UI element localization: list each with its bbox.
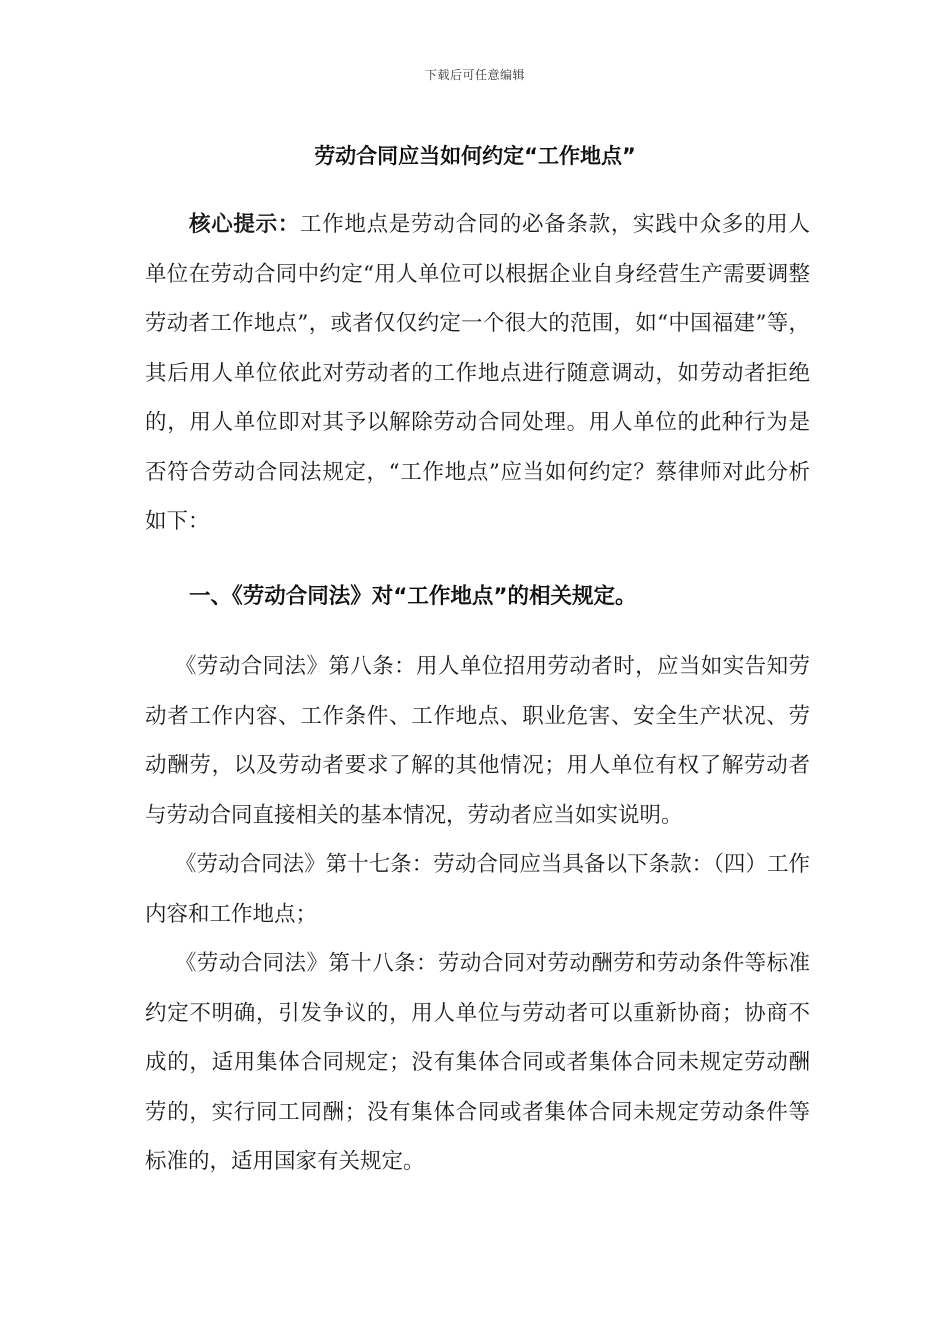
core-summary-paragraph <box>145 200 810 547</box>
header-note: 下载后可任意编辑 <box>424 68 525 82</box>
core-summary-text: 工作地点是劳动合同的必备条款，实践中众多的用人单位在劳动合同中约定“用人单位可以根据企业自身经营生产需要调整劳动者工作地点”，或者仅仅约定一个很大的范围，如“中国福建”等，其后用人单位依此对劳动者的工作地点进行随意调动，如劳动者拒绝的，用人单位即对其予以解除劳动合同处理。用人单位的此种行为是否符合劳动合同法规定，“工作地点”应当如何约定？蔡律师对此分析如下： <box>145 212 810 534</box>
core-summary-label: 核心提示： <box>189 212 301 237</box>
article-8-paragraph: 《劳动合同法》第八条：用人单位招用劳动者时，应当如实告知劳动者工作内容、工作条件、工作地点、职业危害、安全生产状况、劳动酬劳，以及劳动者要求了解的其他情况；用人单位有权了解劳动者与劳动合同直接相关的基本情况，劳动者应当如实说明。 <box>145 654 810 828</box>
document-title: 劳动合同应当如何约定“工作地点” <box>314 144 636 168</box>
article-17-paragraph: 《劳动合同法》第十七条：劳动合同应当具备以下条款：（四）工作内容和工作地点； <box>145 852 810 927</box>
section-heading: 一、《劳动合同法》对“工作地点”的相关规定。 <box>189 584 637 609</box>
article-18-paragraph: 《劳动合同法》第十八条：劳动合同对劳动酬劳和劳动条件等标准约定不明确，引发争议的，用人单位与劳动者可以重新协商；协商不成的，适用集体合同规定；没有集体合同或者集体合同未规定劳动酬劳的，实行同工同酬；没有集体合同或者集体合同未规定劳动条件等标准的，适用国家有关规定。 <box>145 951 810 1174</box>
